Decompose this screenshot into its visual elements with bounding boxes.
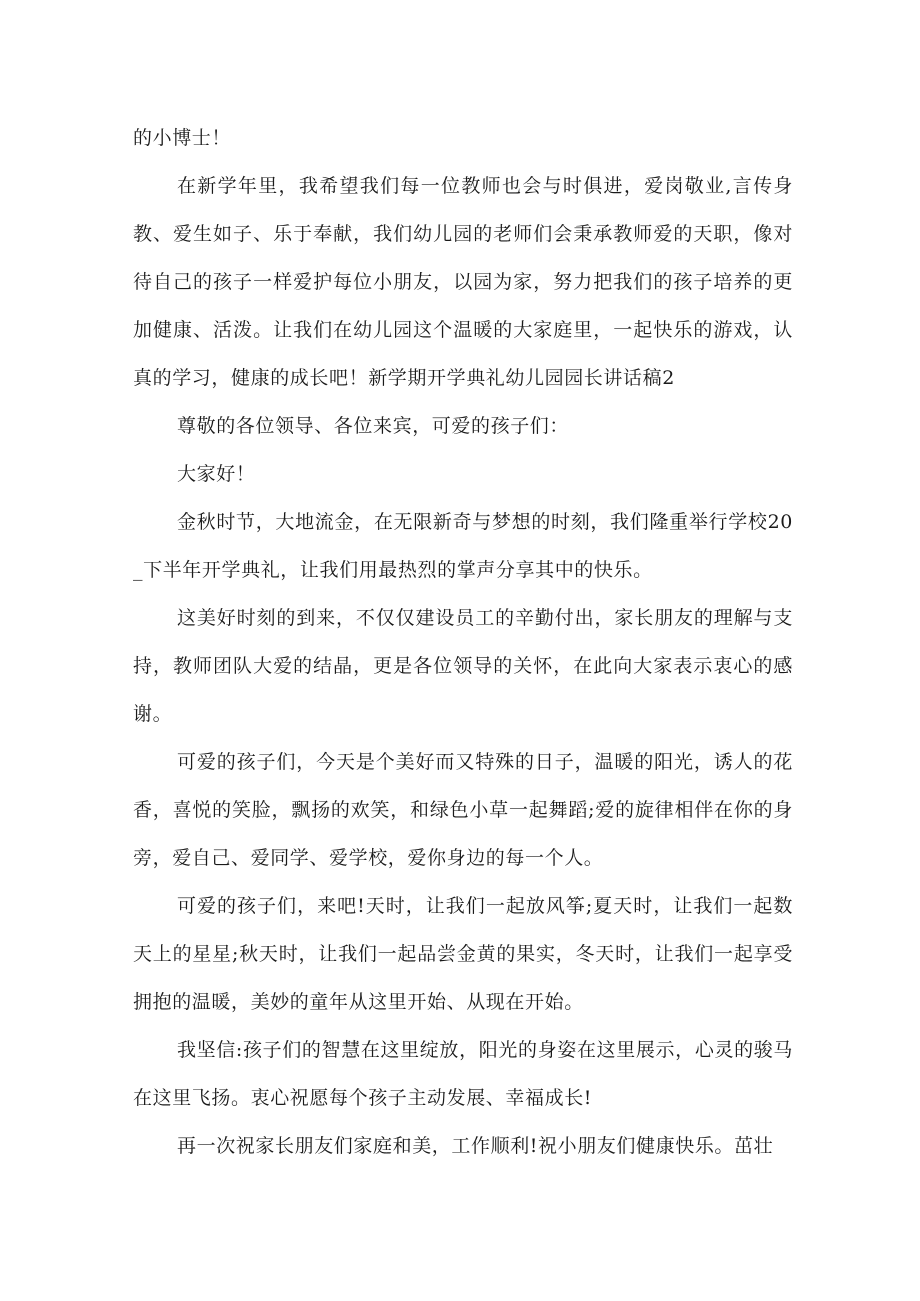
paragraph-special-day: 可爱的孩子们，今天是个美好而又特殊的日子，温暖的阳光，诱人的花香，喜悦的笑脸，飘扬的欢笑，和绿色小草一起舞蹈;爱的旋律相伴在你的身旁，爱自己、爱同学、爱学校，爱你身边的每一个人。 [133,751,793,869]
paragraph-seasons: 可爱的孩子们，来吧!天时，让我们一起放风筝;夏天时，让我们一起数天上的星星;秋天时，让我们一起品尝金黄的果实，冬天时，让我们一起享受拥抱的温暖，美妙的童年从这里开始、从现在开始。 [133,895,793,1013]
paragraph-continuation: 的小博士！ [133,127,232,149]
paragraph-opening-ceremony: 金秋时节，大地流金，在无限新奇与梦想的时刻，我们隆重举行学校20_下半年开学典礼，让我们用最热烈的掌声分享其中的快乐。 [133,511,793,581]
paragraph-salutation: 尊敬的各位领导、各位来宾，可爱的孩子们： [177,415,570,437]
paragraph-belief: 我坚信:孩子们的智慧在这里绽放，阳光的身姿在这里展示，心灵的骏马在这里飞扬。衷心祝愿每个孩子主动发展、幸福成长! [133,1039,793,1109]
paragraph-greeting: 大家好！ [177,463,256,485]
paragraph-teacher-wishes: 在新学年里，我希望我们每一位教师也会与时俱进，爱岗敬业,言传身教、爱生如子、乐于奉献，我们幼儿园的老师们会秉承教师爱的天职，像对待自己的孩子一样爱护每位小朋友，以园为家，努力把我们的孩子培养的更加健康、活泼。让我们在幼儿园这个温暖的大家庭里，一起快乐的游戏，认真的学习，健康的成长吧！新学期开学典礼幼儿园园长讲话稿2 [133,175,793,389]
paragraph-thanks: 这美好时刻的到来，不仅仅建设员工的辛勤付出，家长朋友的理解与支持，教师团队大爱的结晶，更是各位领导的关怀，在此向大家表示衷心的感谢。 [133,607,793,725]
paragraph-closing-wishes: 再一次祝家长朋友们家庭和美，工作顺利!祝小朋友们健康快乐。茁壮 [177,1135,774,1157]
document-body [133,114,793,1170]
